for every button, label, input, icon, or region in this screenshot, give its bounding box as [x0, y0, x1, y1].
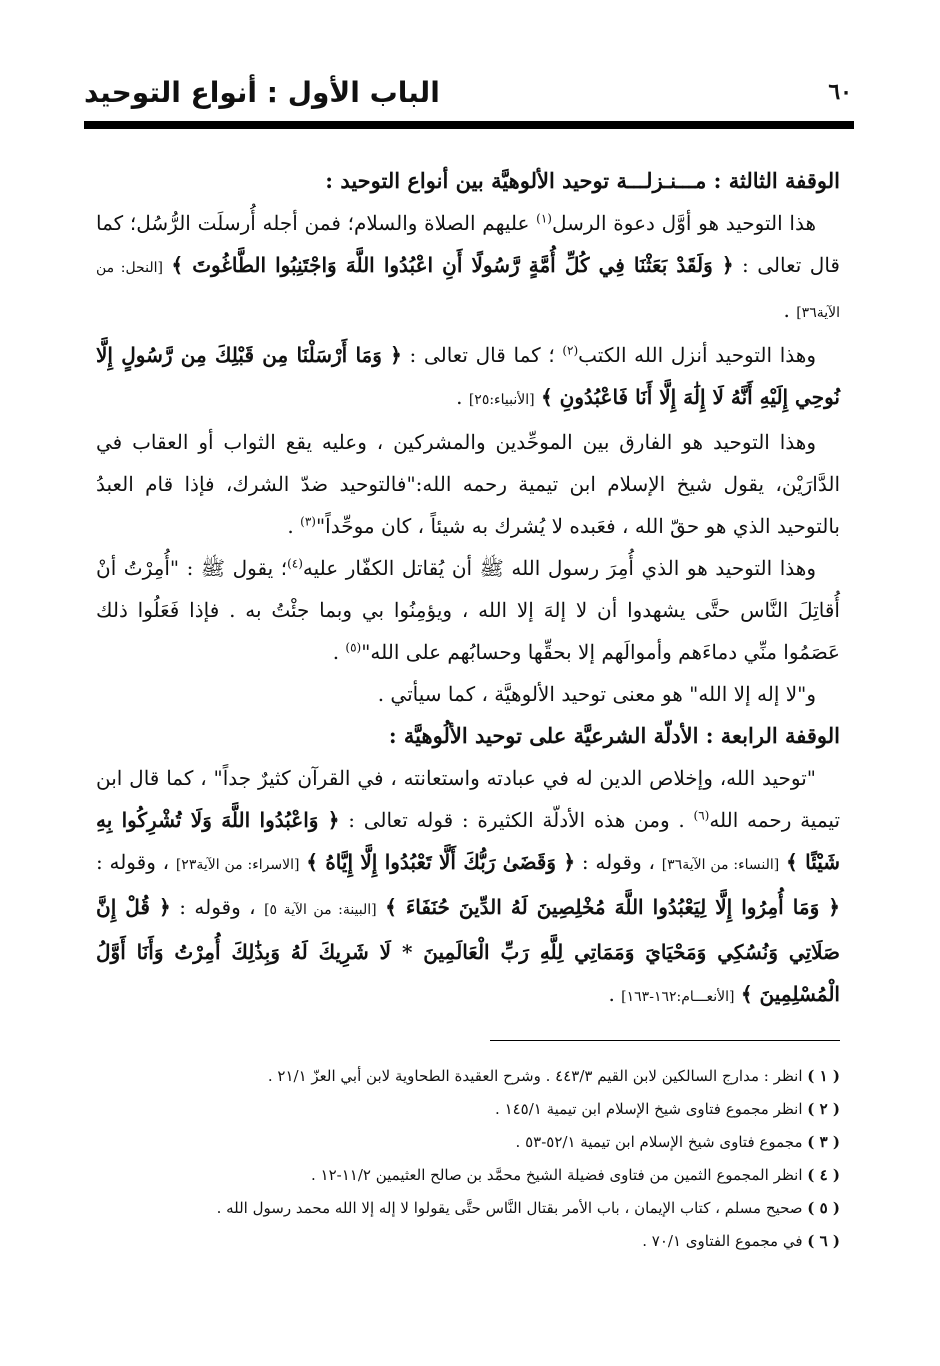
text: ؛ يقول ﷺ : "أُمِرْتُ أنْ أُقاتِلَ النَّاس حتَّى يشهدوا أن لا إلهَ إلا الله ، ويؤمِنُوا بي وبما جئْتُ به . فإذا فَعَلُوا ذلك عَصَمُوا منِّي دماءَهم وأموالَهم إلا بحقِّها وحسابُهم على الله"	[96, 556, 840, 664]
footnote-ref[interactable]: (٢)	[562, 343, 579, 358]
footnote	[150, 1159, 840, 1192]
footnote-text: انظر : مدارج السالكين لابن القيم ٤٤٣/٣ . وشرح العقيدة الطحاوية لابن أبي العزّ ٢١/١ .	[267, 1067, 803, 1085]
page-number: ٦٠	[828, 79, 852, 105]
footnote-number: ( ٢ )	[807, 1100, 840, 1118]
footnote-number: ( ٤ )	[807, 1166, 840, 1184]
text: ، وقوله :	[575, 850, 662, 874]
footnote-ref[interactable]: (١)	[536, 211, 552, 226]
footnote	[150, 1060, 840, 1093]
verse-reference: [الأنعـــام:١٦٢-١٦٣]	[621, 989, 735, 1005]
quran-verse: ﴿ وَمَا أَرْسَلْنَا مِن قَبْلِكَ مِن رَّسُولٍ إِلَّا نُوحِي إِلَيْهِ أَنَّهُ لَا إِلَٰهَ إِلَّا أَنَا فَاعْبُدُونِ ﴾	[96, 343, 840, 409]
footnote-text: صحيح مسلم ، كتاب الإيمان ، باب الأمر بقتال النَّاس حتَّى يقولوا لا إله إلا الله محمد رسول الله .	[216, 1199, 803, 1217]
paragraph-3	[96, 421, 840, 547]
section-heading-4: الوقفة الرابعة : الأدلّة الشرعيَّة على توحيد الألُوهيَّة :	[388, 723, 840, 748]
verse-reference: [الأنبياء:٢٥]	[468, 392, 535, 408]
text: .	[287, 514, 301, 538]
footnote	[150, 1192, 840, 1225]
paragraph-5: و"لا إله إلا الله" هو معنى توحيد الألوهيَّة ، كما سيأتي .	[377, 682, 816, 706]
footnote-ref[interactable]: (٤)	[287, 556, 303, 571]
text: ، وقوله :	[96, 850, 176, 874]
quran-verse: ﴿ وَمَا أُمِرُوا إِلَّا لِيَعْبُدُوا اللَّهَ مُخْلِصِينَ لَهُ الدِّينَ حُنَفَاءَ ﴾	[385, 895, 841, 919]
text: عليهم الصلاة والسلام؛ فمن أجله أُرسلَت الرُّسُل؛ كما قال تعالى :	[96, 211, 840, 277]
paragraph-1	[96, 202, 840, 334]
paragraph-6	[96, 757, 840, 1018]
text: وهذا التوحيد أنزل الله الكتب	[578, 343, 816, 367]
footnote-number: ( ١ )	[807, 1067, 840, 1085]
footnote	[150, 1093, 840, 1126]
paragraph-4	[96, 547, 840, 673]
text: هذا التوحيد هو أوَّل دعوة الرسل	[551, 211, 816, 235]
text: .	[332, 640, 346, 664]
text: "توحيد الله، وإخلاص الدين له في عبادته واستعانته ، في القرآن كثيرٌ جداً" ، كما قال ابن تيمية رحمه الله	[96, 766, 841, 832]
header-rule	[84, 121, 854, 129]
verse-reference: [الاسراء: من الآية٢٣]	[175, 857, 300, 873]
quran-verse: ﴿ وَلَقَدْ بَعَثْنَا فِي كُلِّ أُمَّةٍ رَّسُولًا أَنِ اعْبُدُوا اللَّهَ وَاجْتَنِبُوا الطَّاغُوتَ ﴾	[171, 253, 734, 277]
text: وهذا التوحيد هو الذي أُمِرَ رسول الله ﷺ أن يُقاتل الكفّار عليه	[302, 556, 816, 580]
quran-verse: ﴿ وَقَضَىٰ رَبُّكَ أَلَّا تَعْبُدُوا إِلَّا إِيَّاهُ ﴾	[306, 850, 576, 874]
footnote-ref[interactable]: (٦)	[693, 808, 710, 823]
footnote-ref[interactable]: (٣)	[300, 514, 316, 529]
text: ؛ كما قال تعالى :	[401, 343, 563, 367]
verse-reference: [النساء: من الآية٣٦]	[661, 857, 780, 873]
paragraph-2	[96, 334, 840, 421]
quran-verse: ﴿ قُلْ إِنَّ صَلَاتِي وَنُسُكِي وَمَحْيَايَ وَمَمَاتِي لِلَّهِ رَبِّ الْعَالَمِينَ * لَا شَرِيكَ لَهُ وَبِذَٰلِكَ أُمِرْتُ وَأَنَا أَوَّلُ الْمُسْلِمِينَ ﴾	[96, 895, 840, 1006]
chapter-title: الباب الأول : أنواع التوحيد	[84, 75, 440, 109]
main-text	[96, 160, 840, 1018]
footnote-ref[interactable]: (٥)	[345, 640, 362, 655]
text: .	[608, 982, 622, 1006]
footnote-text: مجموع فتاوى شيخ الإسلام ابن تيمية ٥٢/١-٥٣ .	[515, 1133, 803, 1151]
footnote	[150, 1126, 840, 1159]
text: .	[456, 385, 469, 409]
footnote-text: في مجموع الفتاوى ٧٠/١ .	[642, 1232, 803, 1250]
quran-verse: ﴿ وَاعْبُدُوا اللَّهَ وَلَا تُشْرِكُوا بِهِ شَيْئًا ﴾	[96, 808, 841, 874]
footnote-text: انظر المجموع الثمين من فتاوى فضيلة الشيخ محمَّد بن صالح العثيمين ١١/٢-١٢ .	[310, 1166, 803, 1184]
text: وهذا التوحيد هو الفارق بين الموحِّدين والمشركين ، وعليه يقع الثواب أو العقاب في الدَّارَيْن، يقول شيخ الإسلام ابن تيمية رحمه الله:"فالتوحيد ضدّ الشرك، فإذا قام العبدُ بالتوحيد الذي هو حقّ الله ، فعَبده لا يُشرك به شيئاً ، كان موحِّداً"	[96, 430, 840, 538]
section-heading-3: الوقفة الثالثة : مـــنـزلـــة توحيد الألوهيَّة بين أنواع التوحيد :	[325, 168, 840, 193]
footnote-number: ( ٣ )	[807, 1133, 840, 1151]
text: . ومن هذه الأدلّة الكثيرة : قوله تعالى :	[339, 808, 694, 832]
footnote	[150, 1225, 840, 1258]
footnotes	[150, 1060, 840, 1258]
page-header	[84, 66, 852, 118]
footnote-number: ( ٦ )	[807, 1232, 840, 1250]
verse-reference: [البينة: من الآية ٥]	[264, 902, 377, 918]
footnote-divider	[490, 1040, 840, 1041]
verse-reference: [النحل: من الآية٣٦]	[96, 260, 840, 321]
footnote-number: ( ٥ )	[807, 1199, 840, 1217]
footnote-text: انظر مجموع فتاوى شيخ الإسلام ابن تيمية ١٤٥/١ .	[495, 1100, 803, 1118]
text: ، وقوله :	[170, 895, 265, 919]
text: .	[783, 298, 797, 322]
